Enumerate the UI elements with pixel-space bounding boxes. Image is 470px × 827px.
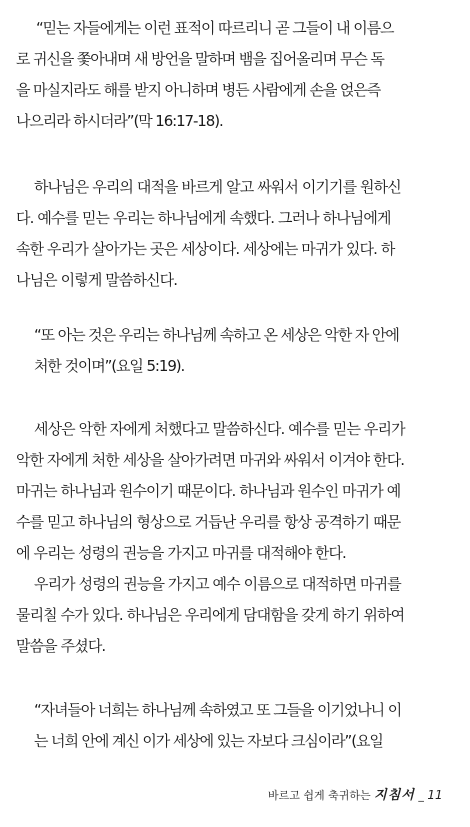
text-line: 마귀는 하나님과 원수이기 때문이다. 하나님과 원수인 마귀가 예 [16,482,401,500]
text-line: 하나님은 우리의 대적을 바르게 알고 싸워서 이기기를 원하신 [34,178,401,196]
text-line: 나으리라 하시더라”(막 16:17-18). [16,112,223,130]
text-line: 는 너희 안에 계신 이가 세상에 있는 자보다 크심이라”(요일 [34,732,383,750]
book-prefix: 바르고 쉽게 축귀하는 [268,789,371,802]
text-line: 처한 것이며”(요일 5:19). [34,357,185,375]
page-footer [268,788,443,803]
footer-separator: _ [418,789,424,802]
text-line: 을 마실지라도 해를 받지 아니하며 병든 사람에게 손을 얹은즉 [16,81,381,99]
text-line: 악한 자에게 처한 세상을 살아가려면 마귀와 싸워서 이겨야 한다. [16,451,405,469]
book-title: 지침서 [374,788,415,803]
text-line: 말씀을 주셨다. [16,637,106,655]
text-line: 수를 믿고 하나님의 형상으로 거듭난 우리를 항상 공격하기 때문 [16,513,401,531]
text-line: 로 귀신을 쫓아내며 새 방언을 말하며 뱀을 집어올리며 무슨 독 [16,50,384,68]
text-line: 속한 우리가 살아가는 곳은 세상이다. 세상에는 마귀가 있다. 하 [16,240,395,258]
text-line: “자녀들아 너희는 하나님께 속하였고 또 그들을 이기었나니 이 [34,701,402,719]
text-line: 물리칠 수가 있다. 하나님은 우리에게 담대함을 갖게 하기 위하여 [16,606,405,624]
text-line: 우리가 성령의 권능을 가지고 예수 이름으로 대적하면 마귀를 [34,575,401,593]
text-line: 에 우리는 성령의 권능을 가지고 마귀를 대적해야 한다. [16,544,346,562]
text-line: 나님은 이렇게 말씀하신다. [16,271,178,289]
text-line: “또 아는 것은 우리는 하나님께 속하고 온 세상은 악한 자 안에 [34,326,399,344]
page-number: 11 [427,788,443,802]
text-line: 다. 예수를 믿는 우리는 하나님에게 속했다. 그러나 하나님에게 [16,209,391,227]
text-line: 세상은 악한 자에게 처했다고 말씀하신다. 예수를 믿는 우리가 [34,420,405,438]
text-line: “믿는 자들에게는 이런 표적이 따르리니 곧 그들이 내 이름으 [36,19,394,37]
